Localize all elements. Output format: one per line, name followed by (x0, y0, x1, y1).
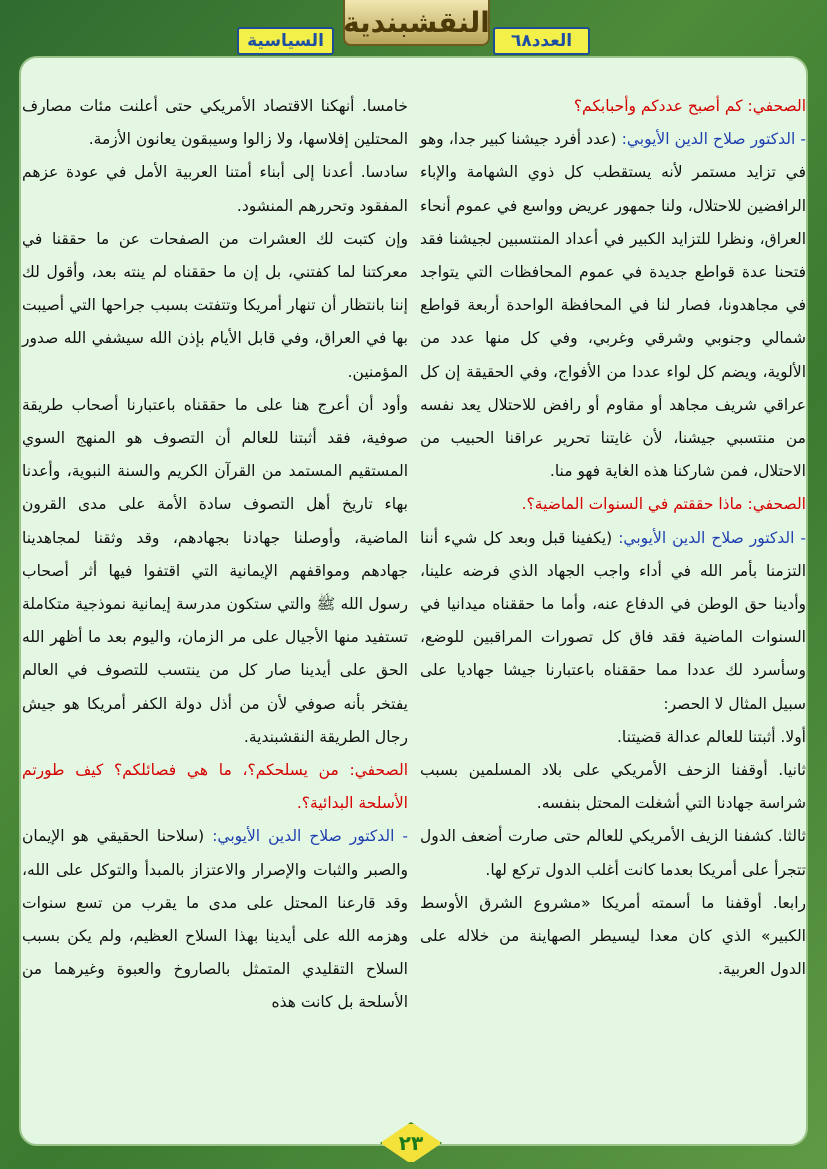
left-column (22, 90, 408, 1020)
issue-number: العدد٦٨ (493, 27, 590, 55)
page-number-badge (380, 1122, 442, 1164)
magazine-logo: النقشبندية (343, 0, 490, 46)
speaker-label: - الدكتور صلاح الدين الأيوبي: (212, 827, 408, 846)
page-number: ٢٣ (398, 1131, 424, 1155)
paragraph-achievements: وإن كتبت لك العشرات من الصفحات عن ما حققنا في معركتنا لما كفتني، بل إن ما حققناه لم ينته بعد، وأقول لك إننا بانتظار أن تنهار أمريكا وتتفتت بسبب جراحها التي أصيبت بها في العراق، وفي قابل الأيام بإذن الله سيشفي الله صدور المؤمنين. (22, 229, 408, 381)
right-column (420, 90, 806, 986)
answer-text: (عدد أفرد جيشنا كبير جدا، وهو في تزايد مستمر لأنه يستقطب كل ذوي الشهامة والإباء الرافضين للاحتلال، ولنا جمهور عريض وواسع في عموم أنحاء العراق، ونظرا للتزايد الكبير في أعداد المنتسبين لجيشنا فقد فتحنا عدة قواطع جديدة في عموم المحافظات التي يتواجد في مجاهدونا، فصار لنا في المحافظة الواحدة أربعة قواطع شمالي وجنوبي وشرقي وغربي، وفي كل منها عدد من الألوية، ويضم كل لواء عددا من الأفواج، وفي الحقيقة إن كل عراقي شريف مجاهد أو مقاوم أو رافض للاحتلال يعد نفسه من منتسبي جيشنا، لأن غايتنا تحرير عراقنا الحبيب من الاحتلال، فمن شاركنا هذه الغاية فهو منا. (420, 130, 806, 481)
paragraph-sufism: وأود أن أعرج هنا على ما حققناه باعتبارنا أصحاب طريقة صوفية، فقد أثبتنا للعالم أن التصوف هو المنهج السوي المستقيم المستمد من القرآن الكريم والسنة النبوية، وأعدنا بهاء تاريخ أهل التصوف سادة الأمة على مدى القرون الماضية، وأوصلنا جهادنا بجهادهم، وقد وثقنا لمجاهدينا جهادهم ومواقفهم الإيمانية التي اقتفوا فيها أثر أصحاب رسول الله ﷺ والتي ستكون مدرسة إيمانية نموذجية متكاملة تستفيد منها الأجيال على مر الزمان، واليوم بعد ما أظهر الله الحق على أيدينا صار كل من ينتسب للتصوف في العالم يفتخر بأنه صوفي لأن من أذل دولة الكفر أمريكا هو جيش رجال الطريقة النقشبندية. (22, 395, 408, 746)
answer-2 (420, 522, 806, 721)
question-2: الصحفي: ماذا حققتم في السنوات الماضية؟. (521, 495, 806, 514)
answer-text: (سلاحنا الحقيقي هو الإيمان والصبر والثبات والإصرار والاعتزاز بالمبدأ والتوكل على الله، وقد قارعنا المحتل على مدى ما يقرب من تسع سنوات وهزمه الله على أيدينا بهذا السلاح العظيم، ولم يكن بسبب السلاح التقليدي المتمثل بالصاروخ والعبوة وغيرهما من الأسلحة بل كانت هذه (22, 827, 408, 1012)
section-label: السياسية (237, 27, 334, 55)
list-item-1: أولا. أثبتنا للعالم عدالة قضيتنا. (617, 727, 806, 746)
list-item-5: خامسا. أنهكنا الاقتصاد الأمريكي حتى أعلنت مئات مصارف المحتلين إفلاسها، ولا زالوا وسيبقون يعانون الأزمة. (22, 97, 408, 149)
answer-3 (22, 820, 408, 1019)
list-item-6: سادسا. أعدنا إلى أبناء أمتنا العربية الأمل في عودة عزهم المفقود وتحررهم المنشود. (22, 163, 408, 215)
list-item-2: ثانيا. أوقفنا الزحف الأمريكي على بلاد المسلمين بسبب شراسة جهادنا التي أشغلت المحتل بنفسه. (420, 761, 806, 813)
question-1: الصحفي: كم أصبح عددكم وأحبابكم؟ (573, 97, 806, 115)
list-item-4: رابعا. أوقفنا ما أسمته أمريكا «مشروع الشرق الأوسط الكبير» الذي كان معدا ليسيطر الصهاينة من خلاله على الدول العربية. (420, 893, 806, 979)
speaker-label: - الدكتور صلاح الدين الأيوبي: (621, 130, 807, 149)
question-3: الصحفي: من يسلحكم؟، ما هي فصائلكم؟ كيف طورتم الأسلحة البدائية؟. (22, 761, 408, 813)
speaker-label: - الدكتور صلاح الدين الأيوبي: (618, 528, 806, 547)
answer-text: (يكفينا قبل وبعد كل شيء أننا التزمنا بأمر الله في أداء واجب الجهاد الذي فرضه علينا، وأدينا حق الوطن في الدفاع عنه، وأما ما حققناه ميدانيا في السنوات الماضية فقد فاق كل تصورات المراقبين للوضع، وسأسرد لك عددا مما حققناه باعتبارنا جيشا جهاديا على سبيل المثال لا الحصر: (420, 528, 806, 713)
answer-1 (420, 123, 806, 488)
list-item-3: ثالثا. كشفنا الزيف الأمريكي للعالم حتى صارت أضعف الدول تتجرأ على أمريكا بعدما كانت أغلب الدول تركع لها. (420, 827, 806, 879)
